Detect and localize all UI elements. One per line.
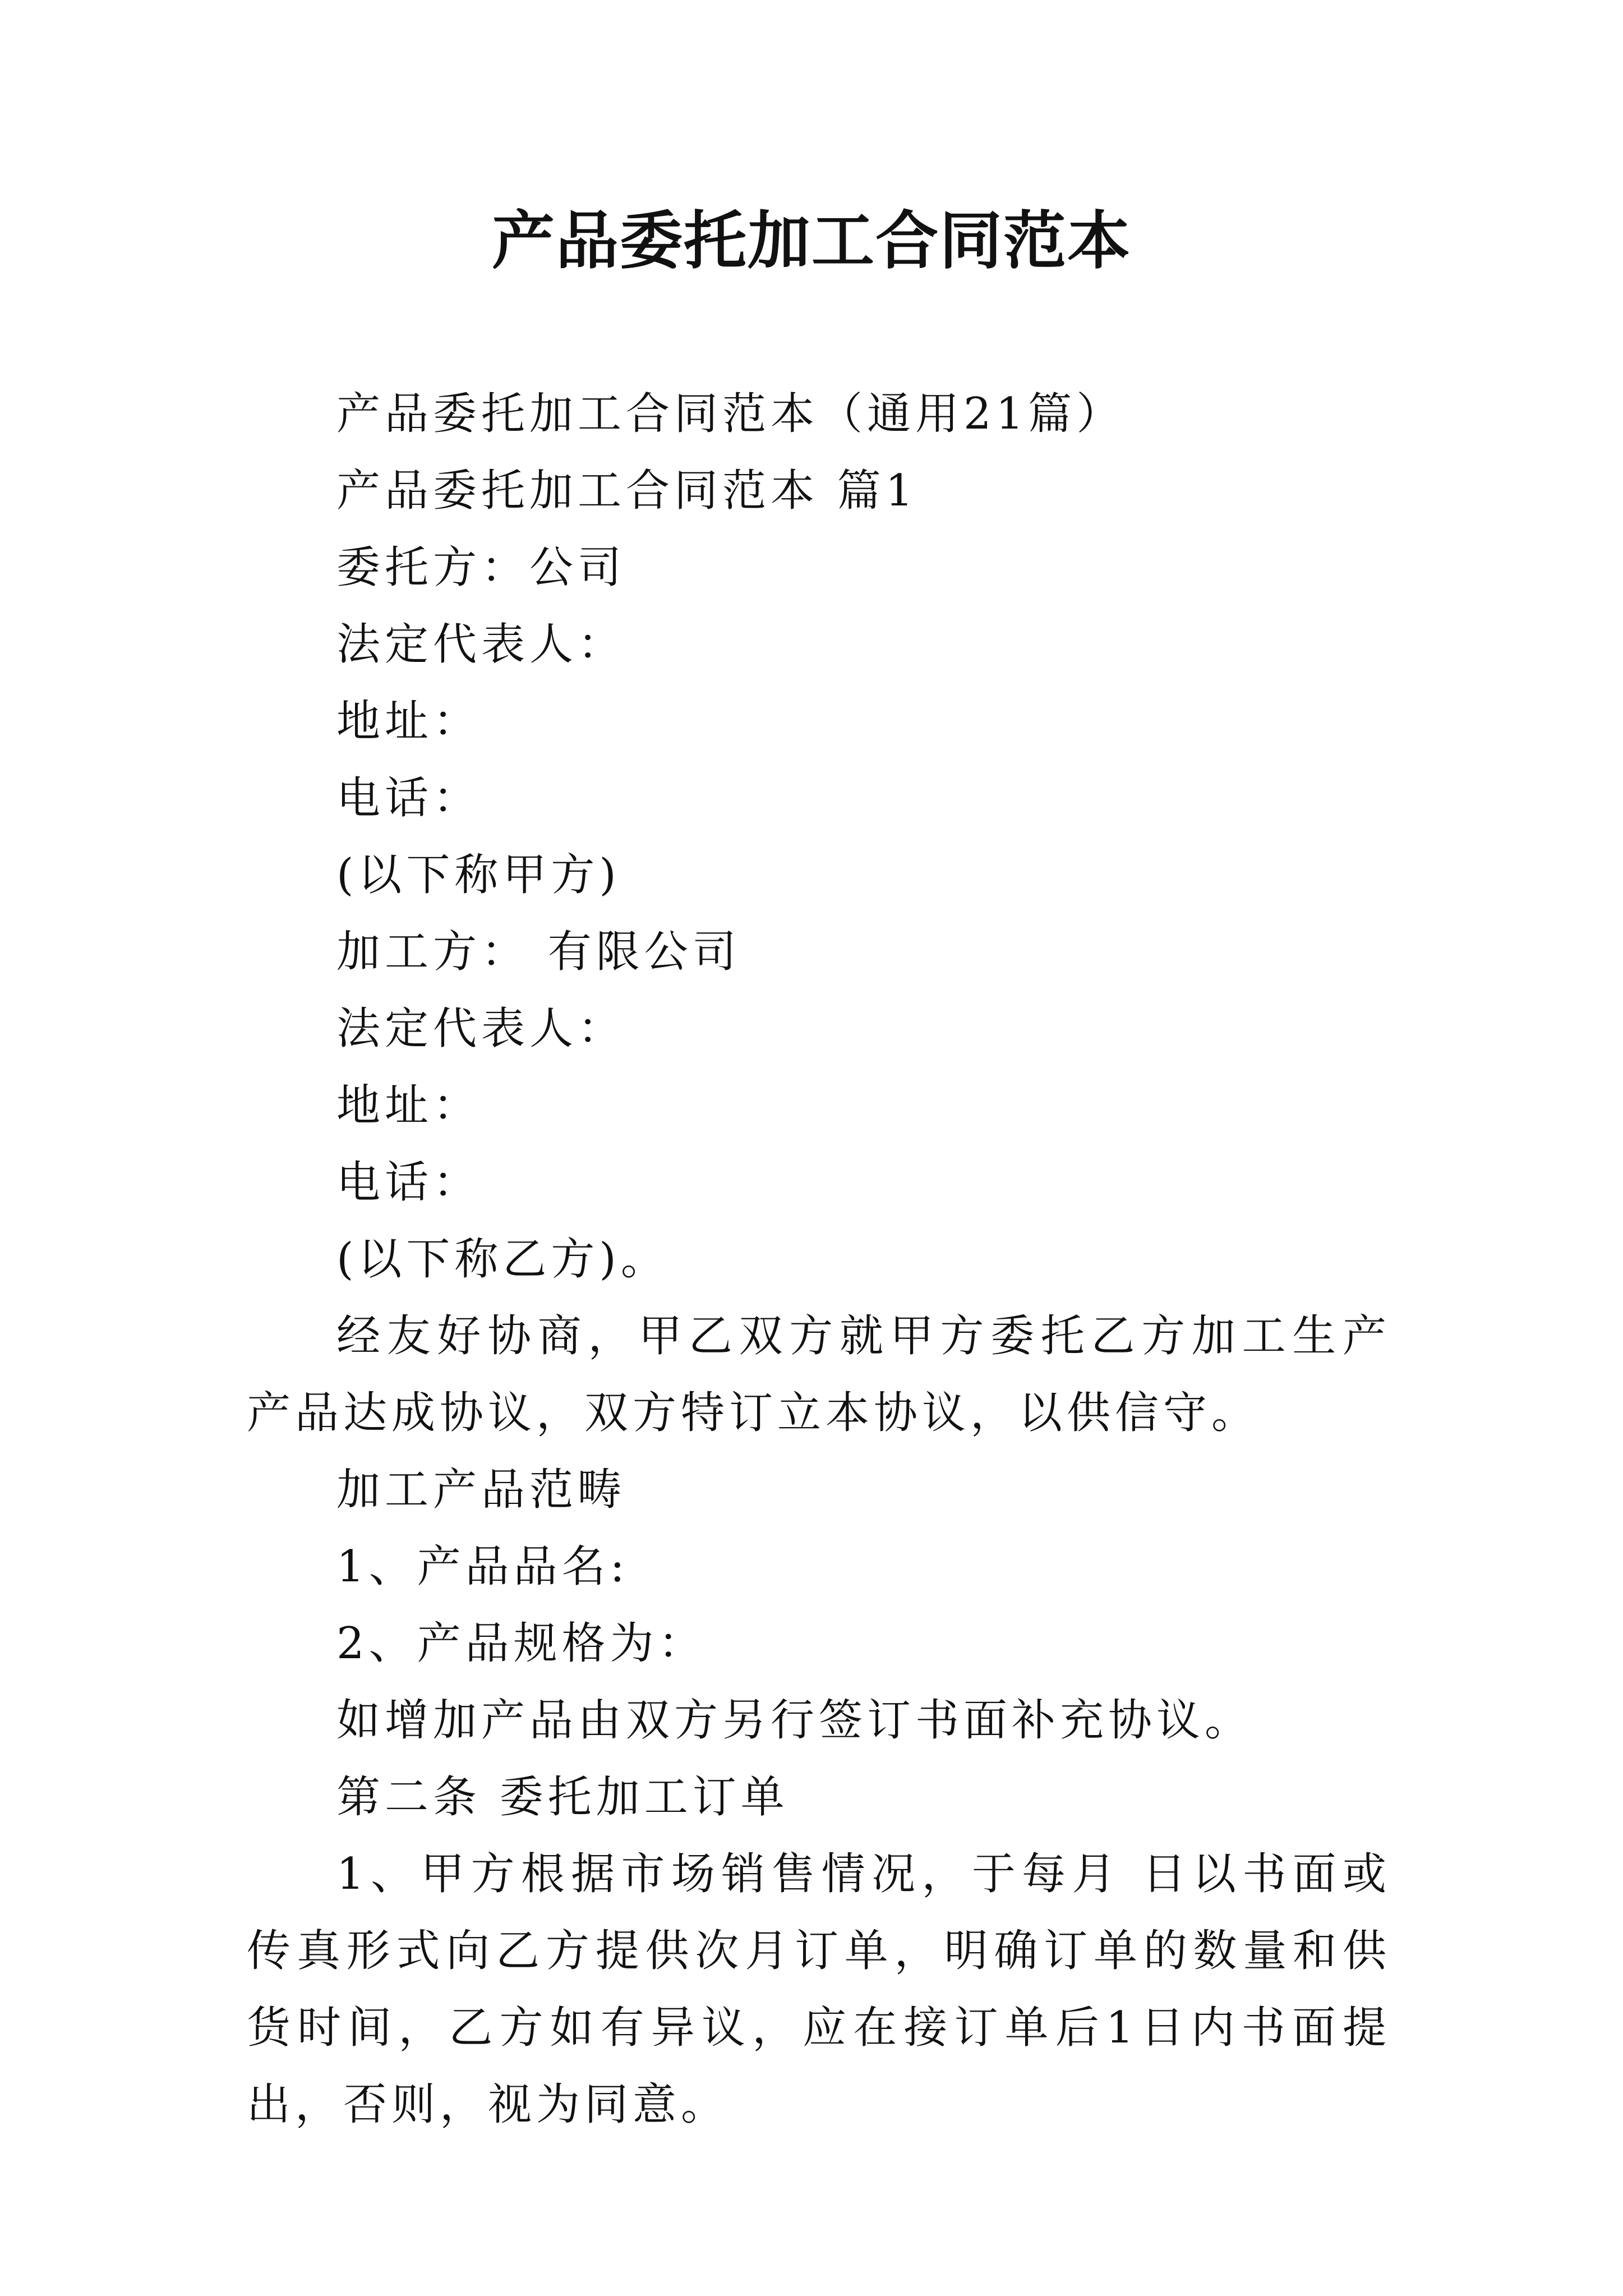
paragraph-order-terms: 1、甲方根据市场销售情况，于每月 日以书面或传真形式向乙方提供次月订单，明确订单的数量和供货时间，乙方如有异议，应在接订单后1日内书面提出，否则，视为同意。 xyxy=(247,1849,1391,2130)
paragraph-party-a: 委托方：公司 xyxy=(336,542,626,593)
paragraph-product-scope-heading: 加工产品范畴 xyxy=(336,1465,626,1515)
paragraph-party-a-alias: (以下称甲方) xyxy=(336,850,621,900)
paragraph-party-b: 加工方： 有限公司 xyxy=(336,927,741,977)
paragraph-party-b-alias: (以下称乙方)。 xyxy=(336,1234,669,1285)
paragraph-product-name: 1、产品品名: xyxy=(336,1542,629,1592)
paragraph-product-spec: 2、产品规格为： xyxy=(336,1618,707,1669)
paragraph-article-two-heading: 第二条 委托加工订单 xyxy=(336,1772,789,1823)
document-title: 产品委托加工合同范本 xyxy=(492,204,1131,278)
paragraph-party-a-phone: 电话： xyxy=(336,773,482,823)
paragraph-additional-products: 如增加产品由双方另行签订书面补充协议。 xyxy=(336,1695,1253,1746)
paragraph-agreement-intro: 经友好协商，甲乙双方就甲方委托乙方加工生产 产品达成协议，双方特订立本协议，以供信守。 xyxy=(247,1311,1409,1438)
paragraph-party-b-address: 地址： xyxy=(336,1080,482,1131)
paragraph-party-a-representative: 法定代表人： xyxy=(336,619,626,670)
paragraph-party-a-address: 地址： xyxy=(336,696,482,747)
paragraph-party-b-phone: 电话： xyxy=(336,1157,482,1208)
paragraph-section-heading: 产品委托加工合同范本 篇1 xyxy=(336,466,918,516)
paragraph-party-b-representative: 法定代表人： xyxy=(336,1004,626,1054)
paragraph-subtitle: 产品委托加工合同范本（通用21篇） xyxy=(336,389,1125,439)
document-body xyxy=(247,376,1409,2143)
